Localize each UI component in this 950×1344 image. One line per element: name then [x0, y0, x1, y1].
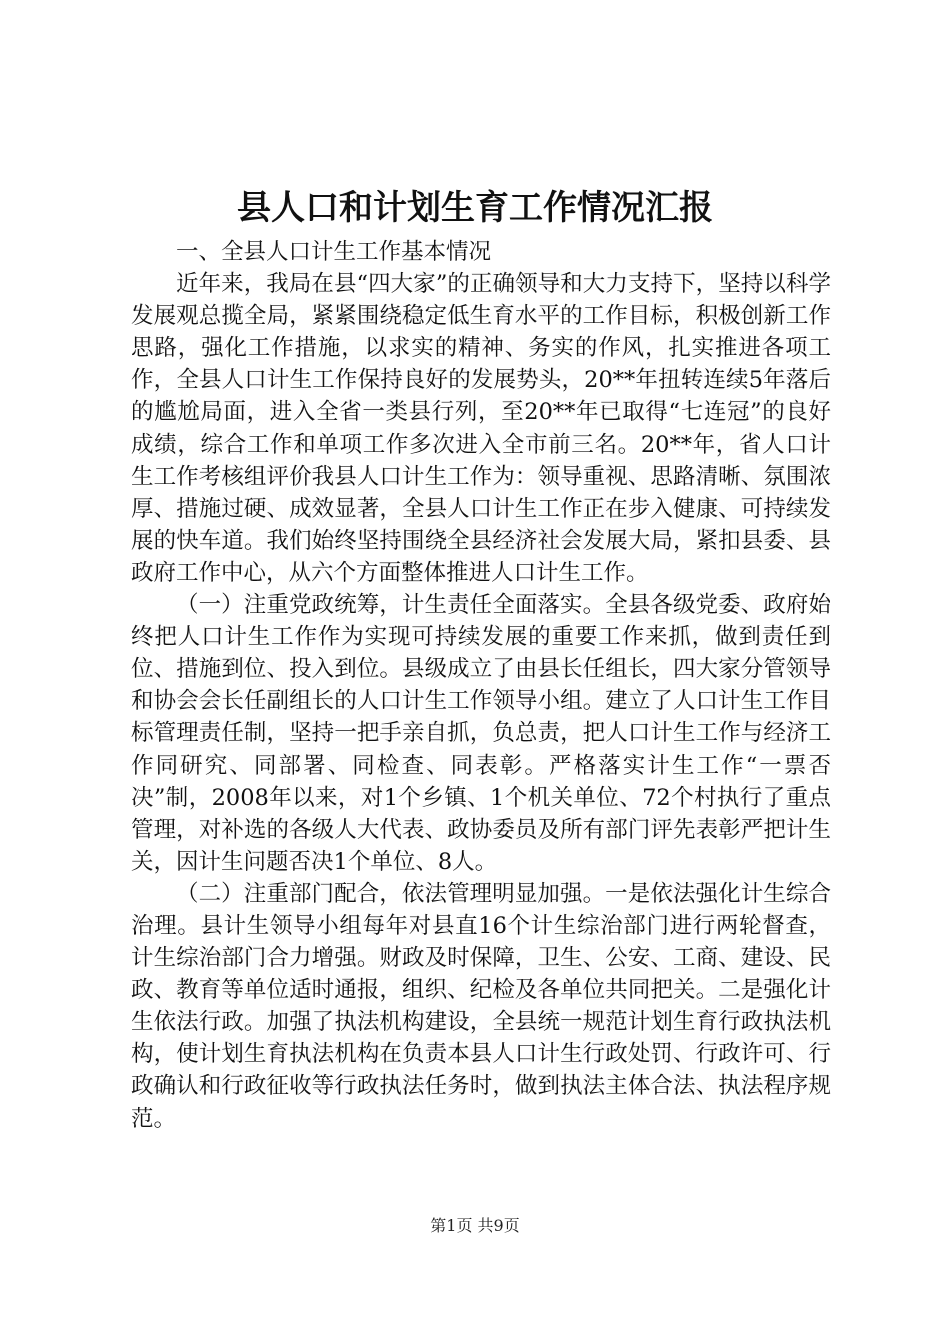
- document-title: 县人口和计划生育工作情况汇报: [237, 188, 713, 228]
- section-heading: 一、全县人口计生工作基本情况: [176, 239, 492, 265]
- paragraph-intro: 近年来，我局在县“四大家”的正确领导和大力支持下，坚持以科学发展观总揽全局，紧紧围绕稳定低生育水平的工作目标，积极创新工作思路，强化工作措施，以求实的精神、务实的作风，扎实推进各项工作，全县人口计生工作保持良好的发展势头，20**年扭转连续5年落后的尴尬局面，进入全省一类县行列，至20**年已取得“七连冠”的良好成绩，综合工作和单项工作多次进入全市前三名。20**年，省人口计生工作考核组评价我县人口计生工作为：领导重视、思路清晰、氛围浓厚、措施过硬、成效显著，全县人口计生工作正在步入健康、可持续发展的快车道。我们始终坚持围绕全县经济社会发展大局，紧扣县委、县政府工作中心，从六个方面整体推进人口计生工作。: [131, 271, 831, 586]
- paragraph-section-2: （二）注重部门配合，依法管理明显加强。一是依法强化计生综合治理。县计生领导小组每年对县直16个计生综治部门进行两轮督查，计生综治部门合力增强。财政及时保障，卫生、公安、工商、建设、民政、教育等单位适时通报，组织、纪检及各单位共同把关。二是强化计生依法行政。加强了执法机构建设，全县统一规范计划生育行政执法机构，使计划生育执法机构在负责本县人口计生行政处罚、行政许可、行政确认和行政征收等行政执法任务时，做到执法主体合法、执法程序规范。: [131, 880, 831, 1132]
- page-footer: 第1页 共9页: [430, 1216, 520, 1235]
- document-body: [131, 236, 831, 1135]
- paragraph-section-1: （一）注重党政统筹，计生责任全面落实。全县各级党委、政府始终把人口计生工作作为实现可持续发展的重要工作来抓，做到责任到位、措施到位、投入到位。县级成立了由县长任组长，四大家分管领导和协会会长任副组长的人口计生工作领导小组。建立了人口计生工作目标管理责任制，坚持一把手亲自抓，负总责，把人口计生工作与经济工作同研究、同部署、同检查、同表彰。严格落实计生工作“一票否决”制，2008年以来，对1个乡镇、1个机关单位、72个村执行了重点管理，对补选的各级人大代表、政协委员及所有部门评先表彰严把计生关，因计生问题否决1个单位、8人。: [131, 592, 831, 875]
